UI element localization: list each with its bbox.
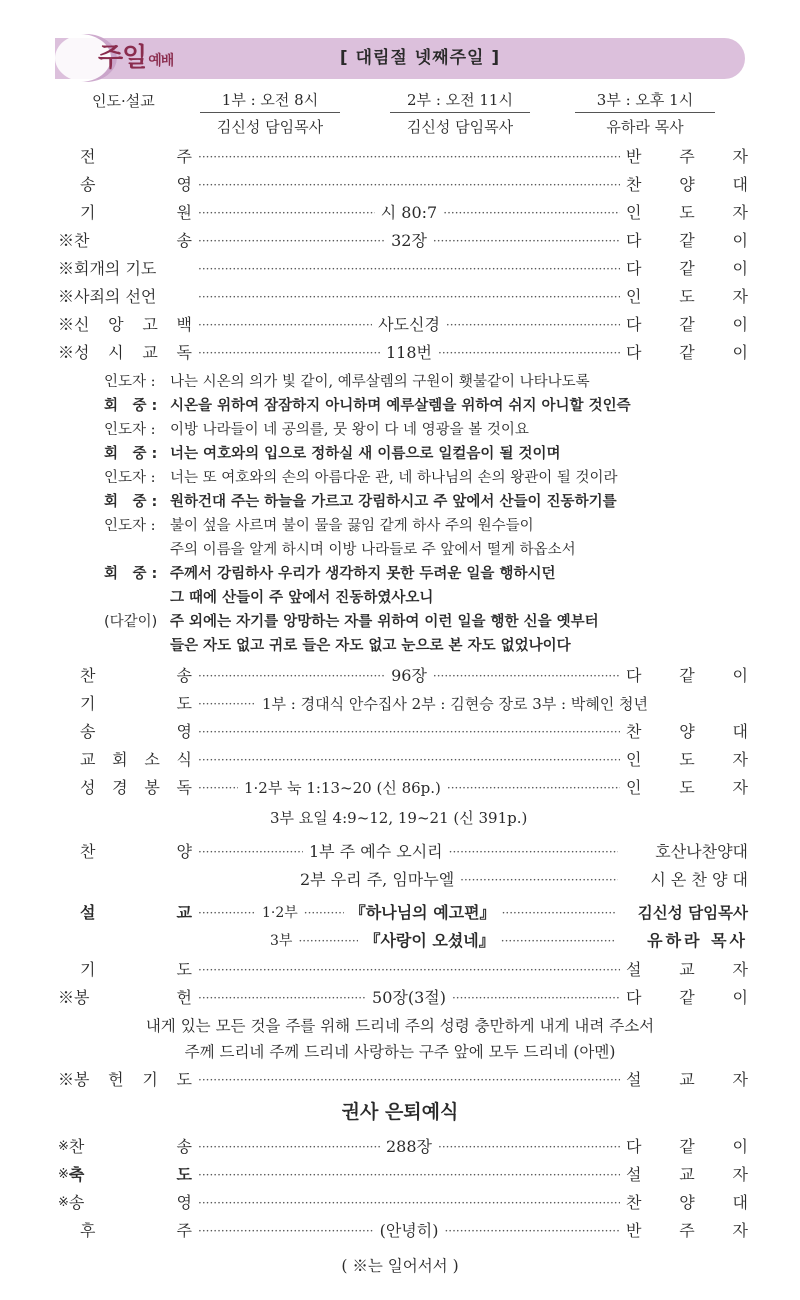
- who-char: 자: [732, 1165, 748, 1184]
- leader-dots: [198, 984, 366, 1012]
- row-label-char: 축: [68, 1165, 85, 1184]
- row-label-char: 설: [80, 903, 96, 922]
- row-value: 1부 : 경대식 안수집사 2부 : 김현승 장로 3부 : 박혜인 청년: [262, 695, 649, 713]
- service-leader: 김신성 담임목사: [216, 118, 324, 136]
- who-char: 자: [732, 750, 748, 769]
- leader-dots: [198, 838, 303, 866]
- reading-line-congregation: [104, 442, 561, 466]
- schedule-label: 인도·설교: [92, 92, 155, 110]
- reading-line-congregation: [104, 562, 556, 586]
- speaker: 인도자 :: [104, 374, 156, 390]
- who-char: 자: [732, 287, 748, 306]
- row-label-char: 송: [176, 666, 192, 685]
- row-label-char: 도: [176, 694, 192, 713]
- row-label-char: 고: [142, 315, 158, 334]
- sermon-title: 『사랑이 오셨네』: [364, 931, 495, 950]
- leader-dots: [446, 311, 620, 339]
- row-label-char: ※봉: [58, 988, 90, 1007]
- service-leader: 유하라 목사: [606, 118, 684, 136]
- who-char: 다: [626, 1137, 642, 1156]
- who-char: 양: [679, 1193, 695, 1212]
- order-row-confession-prayer: [58, 255, 748, 283]
- row-label-char: 찬: [68, 1137, 85, 1156]
- reading-line-leader: [104, 418, 529, 442]
- row-label-char: 원: [176, 203, 192, 222]
- leader-dots: [460, 866, 618, 894]
- leader-dots: [198, 718, 620, 746]
- leader-dots: [433, 662, 620, 690]
- who-char: 자: [732, 1221, 748, 1240]
- leader-dots: [198, 899, 256, 927]
- row-label-char: 양: [176, 842, 192, 861]
- who-char: 찬: [626, 1193, 642, 1212]
- row-value: 32장: [391, 231, 427, 250]
- reading-line-congregation: [104, 490, 617, 514]
- reading-line-all-cont: [104, 634, 571, 658]
- leader-dots: [198, 774, 238, 802]
- page-title: [ 대림절 넷째주일 ]: [339, 48, 501, 68]
- row-label-char: 전: [80, 147, 96, 166]
- who-char: 도: [679, 203, 695, 222]
- row-label-char: 시: [108, 343, 124, 362]
- row-label-char: 백: [176, 315, 192, 334]
- order-row-offering-prayer: [58, 1066, 748, 1094]
- leader-dots: [452, 984, 620, 1012]
- leader-dots: [304, 899, 344, 927]
- row-label-char: 영: [176, 722, 192, 741]
- row-label-char: ※신: [58, 315, 90, 334]
- row-value: 1부 주 예수 오시리: [309, 842, 443, 861]
- row-label-char: 성: [80, 778, 96, 797]
- reading-text: 너는 또 여호와의 손의 아름다운 관, 네 하나님의 손의 왕관이 될 것이라: [170, 470, 618, 486]
- who-char: 양: [679, 722, 695, 741]
- reading-text: 주의 이름을 알게 하시며 이방 나라들로 주 앞에서 떨게 하옵소서: [170, 542, 576, 558]
- who-char: 같: [679, 259, 695, 278]
- who-char: 같: [679, 231, 695, 250]
- order-row-doxology-2: [58, 718, 748, 746]
- row-label-char: 영: [176, 1193, 192, 1212]
- leader-dots: [438, 339, 620, 367]
- order-row-anthem: [58, 838, 748, 866]
- service-time: 2부 : 오전 11시: [390, 90, 530, 113]
- reading-text: 그 때에 산들이 주 앞에서 진동하였사오니: [170, 590, 434, 606]
- leader-dots: [198, 143, 620, 171]
- who-char: 대: [732, 722, 748, 741]
- who-char: 이: [732, 231, 748, 250]
- row-label-char: 영: [176, 175, 192, 194]
- row-label: ※회개의 기도: [58, 259, 157, 278]
- offering-lyrics-line-2: 주께 드리네 주께 드리네 사랑하는 구주 앞에 모두 드리네 (아멘): [184, 1043, 616, 1061]
- who-char: 교: [679, 960, 695, 979]
- row-value: 96장: [391, 666, 427, 685]
- leader-dots: [443, 199, 620, 227]
- sermon-title: 『하나님의 예고편』: [349, 903, 496, 922]
- order-row-invocation: [58, 199, 748, 227]
- row-label-char: 회: [112, 750, 128, 769]
- offering-lyrics-line-1: 내게 있는 모든 것을 주를 위해 드리네 주의 성령 충만하게 내게 내려 주소서: [145, 1017, 655, 1035]
- who-char: 인: [626, 203, 642, 222]
- reading-text: 불이 섶을 사르며 불이 물을 끓임 같게 하사 주의 원수들이: [170, 518, 534, 534]
- leader-dots: [438, 1133, 620, 1161]
- row-label-char: 주: [176, 1221, 192, 1240]
- row-label-char: 도: [176, 1070, 192, 1089]
- row-value: 시 80:7: [380, 203, 438, 222]
- row-label-char: 경: [112, 778, 128, 797]
- order-row-announcements: [58, 746, 748, 774]
- order-row-scripture: [58, 774, 748, 802]
- leader-dots: [502, 899, 616, 927]
- who-char: 같: [679, 315, 695, 334]
- row-value: 1·2부 눅 1:13~20 (신 86p.): [244, 779, 441, 797]
- order-row-offering: [58, 984, 748, 1012]
- leader-dots: [198, 171, 620, 199]
- reading-text: 너는 여호와의 입으로 정하실 새 이름으로 일컬음이 될 것이며: [170, 446, 561, 462]
- service-time: 1부 : 오전 8시: [200, 90, 340, 113]
- order-row-doxology: [58, 171, 748, 199]
- service-time: 3부 : 오후 1시: [575, 90, 715, 113]
- who-char: 도: [679, 778, 695, 797]
- row-label-char: ※성: [58, 343, 90, 362]
- leader-dots: [444, 1217, 620, 1245]
- row-label-char: ※찬: [58, 231, 90, 250]
- row-label-char: 헌: [176, 988, 192, 1007]
- reading-text: 이방 나라들이 네 공의를, 뭇 왕이 다 네 영광을 볼 것이요: [170, 422, 529, 438]
- who-char: 도: [679, 750, 695, 769]
- speaker: 인도자 :: [104, 518, 156, 534]
- who-char: 양: [679, 175, 695, 194]
- who-char: 같: [679, 666, 695, 685]
- row-value: 3부 요일 4:9~12, 19~21 (신 391p.): [270, 809, 528, 827]
- reading-text: 주께서 강림하사 우리가 생각하지 못한 두려운 일을 행하시던: [170, 566, 556, 582]
- reading-line-all: [104, 610, 599, 634]
- order-row-prayer-2: [58, 956, 748, 984]
- row-label-char: 독: [176, 343, 192, 362]
- row-label-char: 소: [144, 750, 160, 769]
- who-char: 설: [626, 960, 642, 979]
- leader-dots: [198, 1189, 620, 1217]
- speaker: 회 중 :: [104, 494, 158, 510]
- footnote-standing: ( ※는 일어서서 ): [341, 1257, 459, 1275]
- row-value: 50장(3절): [372, 988, 446, 1007]
- service-part: 3부: [270, 933, 293, 949]
- leader-dots: [198, 199, 375, 227]
- row-label-char: 기: [142, 1070, 158, 1089]
- standing-mark: ※: [58, 1139, 69, 1154]
- logo-sunday: 주일: [98, 43, 147, 73]
- order-row-hymn-2: [58, 662, 748, 690]
- row-label-char: 찬: [80, 666, 96, 685]
- leader-dots: [433, 227, 620, 255]
- order-row-absolution: [58, 283, 748, 311]
- who-char: 자: [732, 203, 748, 222]
- row-label-char: 기: [80, 960, 96, 979]
- who-char: 이: [732, 315, 748, 334]
- row-label-char: 교: [142, 343, 158, 362]
- speaker: 인도자 :: [104, 422, 156, 438]
- row-value: 2부 우리 주, 임마누엘: [300, 870, 455, 889]
- service-3: [575, 90, 715, 139]
- who-char: 반: [626, 147, 642, 166]
- standing-mark: ※: [58, 1167, 69, 1182]
- retirement-row-doxology: [58, 1189, 748, 1217]
- leader-dots: [198, 956, 620, 984]
- row-label-char: 도: [176, 1165, 192, 1184]
- who-char: 이: [732, 988, 748, 1007]
- speaker: 회 중 :: [104, 446, 158, 462]
- who-char: 주: [679, 147, 695, 166]
- who-char: 주: [679, 1221, 695, 1240]
- row-label-char: 식: [176, 750, 192, 769]
- order-row-psalter: [58, 339, 748, 367]
- row-value: 118번: [386, 343, 432, 362]
- who-char: 반: [626, 1221, 642, 1240]
- row-label-char: 앙: [108, 315, 124, 334]
- leader-dots: [198, 227, 385, 255]
- retirement-row-hymn: [58, 1133, 748, 1161]
- service-2: [390, 90, 530, 139]
- retirement-row-postlude: [58, 1217, 748, 1245]
- leader-dots: [198, 1161, 620, 1189]
- leader-dots: [198, 255, 620, 283]
- who-char: 자: [732, 147, 748, 166]
- reading-text: 시온을 위하여 잠잠하지 아니하며 예루살렘을 위하여 쉬지 아니할 것인즉: [170, 398, 631, 414]
- choir-name: 호산나찬양대: [655, 842, 748, 861]
- row-label-char: 기: [80, 203, 96, 222]
- leader-dots: [198, 746, 620, 774]
- order-row-sermon: [58, 899, 748, 927]
- row-label-char: 주: [176, 147, 192, 166]
- who-char: 인: [626, 778, 642, 797]
- order-row-prayer: [58, 690, 748, 718]
- row-label-char: 송: [176, 1137, 192, 1156]
- row-label-char: 기: [80, 694, 96, 713]
- service-1: [200, 90, 340, 139]
- who-char: 자: [732, 778, 748, 797]
- leader-dots: [198, 690, 256, 718]
- reading-line-congregation-cont: [104, 586, 433, 610]
- leader-dots: [198, 1133, 380, 1161]
- section-title-retirement: 권사 은퇴예식: [341, 1101, 459, 1123]
- row-label-char: 독: [176, 778, 192, 797]
- order-row-sermon-2: [270, 927, 748, 955]
- row-value: (안녕히): [379, 1221, 439, 1240]
- who-char: 이: [732, 1137, 748, 1156]
- leader-dots: [198, 1217, 374, 1245]
- who-char: 다: [626, 231, 642, 250]
- reading-line-leader: [104, 514, 534, 538]
- reading-line-leader: [104, 370, 590, 394]
- reading-text: 들은 자도 없고 귀로 들은 자도 없고 눈으로 본 자도 없었나이다: [170, 638, 571, 654]
- order-row-creed: [58, 311, 748, 339]
- row-label-char: 송: [80, 175, 96, 194]
- who-char: 다: [626, 343, 642, 362]
- row-label-char: 송: [80, 722, 96, 741]
- who-char: 이: [732, 259, 748, 278]
- who-char: 이: [732, 343, 748, 362]
- who-char: 설: [626, 1165, 642, 1184]
- who-char: 다: [626, 259, 642, 278]
- choir-name: 시 온 찬 양 대: [650, 870, 748, 889]
- who-char: 자: [732, 960, 748, 979]
- leader-dots: [198, 1066, 620, 1094]
- row-label-char: 찬: [80, 842, 96, 861]
- leader-dots: [198, 339, 380, 367]
- speaker: (다같이): [104, 614, 158, 630]
- who-char: 다: [626, 988, 642, 1007]
- row-label-char: 교: [176, 903, 192, 922]
- row-value: 288장: [386, 1137, 432, 1156]
- who-char: 대: [732, 1193, 748, 1212]
- row-label-char: 송: [176, 231, 192, 250]
- reading-text: 원하건대 주는 하늘을 가르고 강림하시고 주 앞에서 산들이 진동하기를: [170, 494, 617, 510]
- order-row-anthem-2: [300, 866, 748, 894]
- who-char: 설: [626, 1070, 642, 1089]
- leader-dots: [449, 838, 618, 866]
- speaker: 회 중 :: [104, 398, 158, 414]
- who-char: 교: [679, 1070, 695, 1089]
- who-char: 같: [679, 343, 695, 362]
- row-label-char: ※봉: [58, 1070, 90, 1089]
- reading-line-leader: [104, 466, 618, 490]
- order-row-hymn: [58, 227, 748, 255]
- reading-line-leader-cont: [104, 538, 576, 562]
- order-row-prelude: [58, 143, 748, 171]
- leader-dots: [447, 774, 620, 802]
- leader-dots: [198, 311, 372, 339]
- row-label-char: 헌: [108, 1070, 124, 1089]
- reading-line-congregation: [104, 394, 631, 418]
- leader-dots: [198, 662, 385, 690]
- service-part: 1·2부: [262, 905, 298, 921]
- reading-text: 나는 시온의 의가 빛 같이, 예루살렘의 구원이 횃불같이 나타나도록: [170, 374, 590, 390]
- speaker: 인도자 :: [104, 470, 156, 486]
- who-char: 도: [679, 287, 695, 306]
- who-char: 다: [626, 666, 642, 685]
- row-value: 사도신경: [378, 315, 440, 334]
- who-char: 교: [679, 1165, 695, 1184]
- who-char: 찬: [626, 722, 642, 741]
- who-char: 인: [626, 287, 642, 306]
- leader-dots: [298, 927, 358, 955]
- who-char: 다: [626, 315, 642, 334]
- row-label-char: 도: [176, 960, 192, 979]
- who-char: 인: [626, 750, 642, 769]
- who-char: 찬: [626, 175, 642, 194]
- who-char: 자: [732, 1070, 748, 1089]
- reading-text: 주 외에는 자기를 앙망하는 자를 위하여 이런 일을 행한 신을 옛부터: [170, 614, 599, 630]
- who-char: 같: [679, 1137, 695, 1156]
- logo-worship: 예배: [148, 53, 174, 69]
- who-char: 대: [732, 175, 748, 194]
- standing-mark: ※: [58, 1195, 69, 1210]
- service-leader: 김신성 담임목사: [406, 118, 514, 136]
- row-label-char: 봉: [144, 778, 160, 797]
- speaker: 회 중 :: [104, 566, 158, 582]
- row-label-char: 교: [80, 750, 96, 769]
- scripture-3rd-service: [270, 804, 527, 832]
- retirement-row-benediction: [58, 1161, 748, 1189]
- who-char: 같: [679, 988, 695, 1007]
- preacher-name: 김신성 담임목사: [637, 904, 748, 922]
- leader-dots: [198, 283, 620, 311]
- who-char: 이: [732, 666, 748, 685]
- row-label: ※사죄의 선언: [58, 287, 157, 306]
- row-label-char: 송: [68, 1193, 85, 1212]
- row-label-char: 후: [80, 1221, 96, 1240]
- leader-dots: [501, 927, 616, 955]
- preacher-name: 유하라 목사: [647, 931, 748, 950]
